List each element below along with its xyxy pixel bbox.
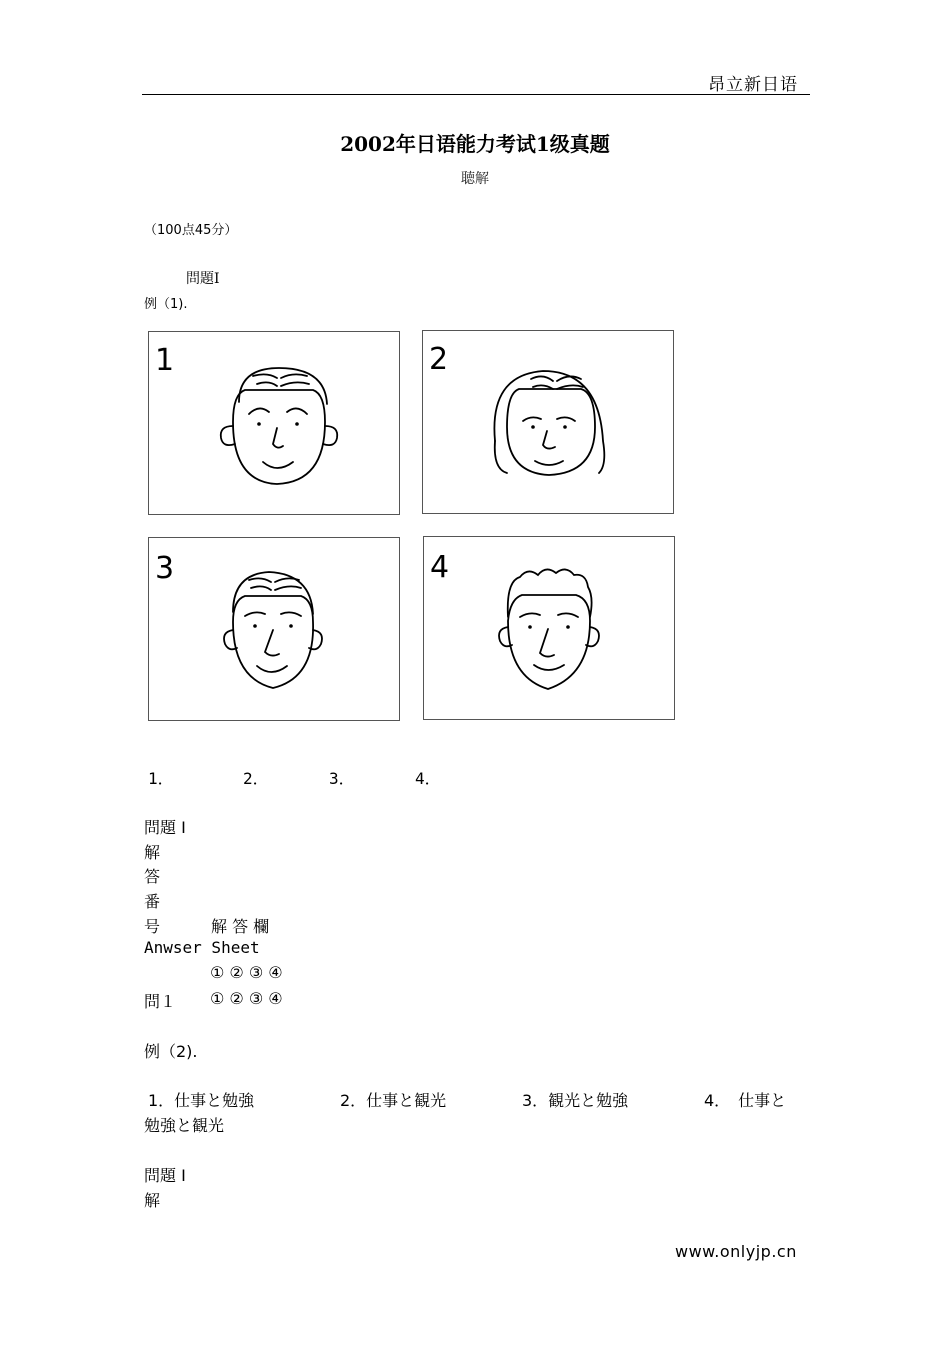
example-label: 例（1). [144, 297, 188, 312]
face-picture-2 [422, 330, 674, 514]
face-illustration-2 [423, 331, 675, 515]
choice-2-3[interactable]: 3．観光と勉強 [522, 1091, 629, 1110]
face-label: 4 [430, 550, 450, 585]
face-illustration-4 [424, 537, 676, 721]
page-title: 2002年日语能力考试1级真题 [340, 132, 610, 156]
next-section-char: 解 [144, 1191, 161, 1210]
choice-2[interactable]: 2． [243, 769, 269, 788]
next-section-heading: 問題 Ⅰ [144, 1166, 186, 1185]
choice-4[interactable]: 4． [415, 769, 441, 788]
choice-2-1[interactable]: 1．仕事と勉強 [148, 1091, 255, 1110]
answer-sheet-label: Anwser Sheet [144, 938, 260, 957]
footer-url[interactable]: www.onlyjp.cn [675, 1242, 797, 1261]
choice-2-4[interactable]: 4． 仕事と [704, 1091, 787, 1110]
score-time-info: （100点45分） [144, 223, 238, 238]
answer-vertical-char: 答 [144, 867, 161, 886]
example-2-label: 例（2). [144, 1042, 198, 1061]
choice-2-4-continued[interactable]: 勉強と観光 [144, 1116, 225, 1135]
answer-header-marks: ① ② ③ ④ [210, 963, 283, 982]
answer-vertical-char: 解 [144, 843, 161, 862]
face-picture-1 [148, 331, 400, 515]
choice-2-2[interactable]: 2．仕事と観光 [340, 1091, 447, 1110]
face-illustration-3 [149, 538, 401, 722]
face-picture-3 [148, 537, 400, 721]
header-divider [142, 94, 810, 95]
face-label: 1 [155, 343, 175, 378]
face-illustration-1 [149, 332, 401, 516]
answer-section-heading: 問題 Ⅰ [144, 818, 186, 837]
face-label: 3 [155, 551, 175, 586]
section-heading: 問題Ⅰ [186, 271, 220, 287]
choice-3[interactable]: 3． [329, 769, 355, 788]
question-1-label: 問１ [144, 992, 177, 1011]
answer-row-label: 号 [144, 917, 161, 936]
page-subtitle: 聴解 [461, 171, 489, 187]
header-brand: 昂立新日语 [708, 75, 798, 95]
answer-column-header: 解 答 欄 [211, 917, 270, 936]
face-picture-4 [423, 536, 675, 720]
question-1-answer-marks[interactable]: ① ② ③ ④ [210, 989, 283, 1008]
answer-vertical-char: 番 [144, 892, 161, 911]
face-label: 2 [429, 342, 449, 377]
choice-1[interactable]: 1． [148, 769, 174, 788]
